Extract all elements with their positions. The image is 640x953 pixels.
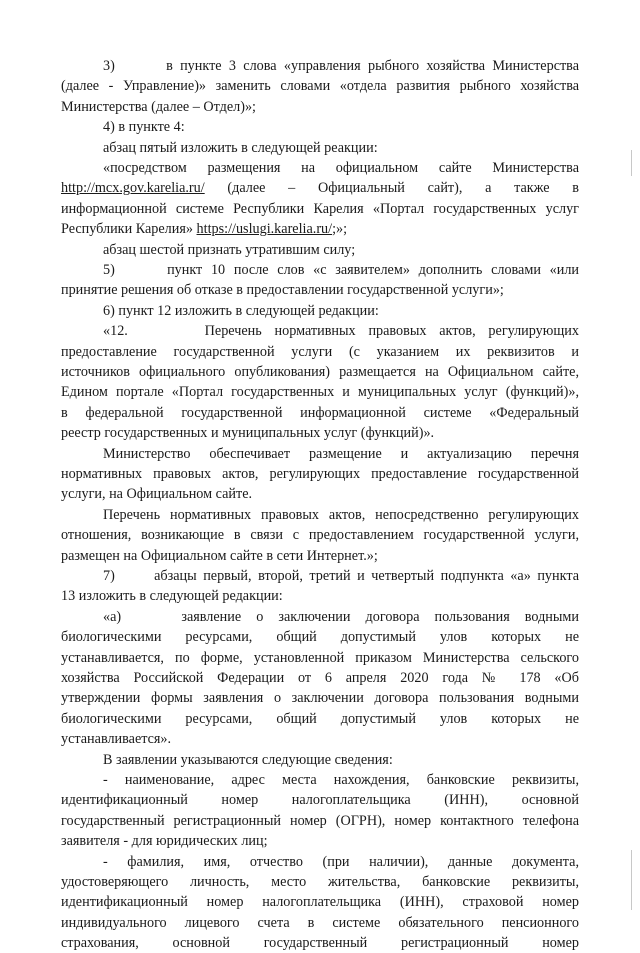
text-line: 13 изложить в следующей редакции: <box>61 588 283 605</box>
text-line: реестр государственных и муниципальных услуг (функций)». <box>61 425 435 442</box>
text-line: биологическими ресурсами, общий допустимый улов которых не <box>61 629 579 646</box>
text-line: устанавливается». <box>61 731 172 748</box>
text-line: абзац шестой признать утратившим силу; <box>103 241 356 258</box>
text-line: http://mcx.gov.karelia.ru/ (далее – Официальный сайт), а также в <box>61 180 579 197</box>
text-line: - фамилия, имя, отчество (при наличии), данные документа, <box>103 853 579 870</box>
text-line: предоставление государственной услуги (с указанием их реквизитов и <box>61 343 579 360</box>
text-line: Министерство обеспечивает размещение и актуализацию перечня <box>103 445 579 462</box>
margin-mark <box>631 850 632 910</box>
text-line: «посредством размещения на официальном сайте Министерства <box>103 160 579 176</box>
text-line: нормативных правовых актов, регулирующих предоставление государственной <box>61 466 579 482</box>
text-line: В заявлении указываются следующие сведения: <box>103 751 393 768</box>
text-line: 5) пункт 10 после слов «с заявителем» дополнить словами «или <box>103 262 579 278</box>
text-line: отношения, возникающие в связи с предоставлением государственной услуги, <box>61 527 579 544</box>
text-line: биологическими ресурсами, общий допустимый улов которых не <box>61 710 579 727</box>
text-line: Министерства (далее – Отдел)»; <box>61 98 256 115</box>
text-line: страхования, основной государственный регистрационный номер <box>61 935 579 952</box>
text-line: (далее - Управление)» заменить словами «отдела развития рыбного хозяйства <box>61 78 579 95</box>
text-line: Перечень нормативных правовых актов, непосредственно регулирующих <box>103 506 579 523</box>
text-line: в федеральной государственной информационной системе «Федеральный <box>61 404 579 421</box>
text-line: размещен на Официальном сайте в сети Интернет.»; <box>61 547 378 564</box>
text-line: государственный регистрационный номер (ОГРН), номер контактного телефона <box>61 812 579 829</box>
text-line: 6) пункт 12 изложить в следующей редакции: <box>103 302 379 319</box>
text-line: удостоверяющего личность, место жительства, банковские реквизиты, <box>61 874 579 890</box>
text-line: - наименование, адрес места нахождения, банковские реквизиты, <box>103 772 579 788</box>
text-line: индивидуального лицевого счета в системе обязательного пенсионного <box>61 914 579 931</box>
text-line: утверждении формы заявления о заключении договора пользования водными <box>61 690 579 707</box>
text-line: устанавливается, по форме, установленной приказом Министерства сельского <box>61 649 579 666</box>
text-line: 4) в пункте 4: <box>103 119 185 136</box>
text-line: Республики Карелия» https://uslugi.karelia.ru/;»; <box>61 221 348 238</box>
text-line: идентификационный номер налогоплательщика (ИНН), основной <box>61 792 579 809</box>
text-line: 7) абзацы первый, второй, третий и четвертый подпункта «а» пункта <box>103 568 579 584</box>
hyperlink[interactable]: https://uslugi.karelia.ru/ <box>196 221 333 238</box>
text-line: абзац пятый изложить в следующей реакции: <box>103 139 378 156</box>
text-line: источников официального опубликования) размещается на Официальном сайте, <box>61 364 579 380</box>
text-line: 3) в пункте 3 слова «управления рыбного хозяйства Министерства <box>103 58 579 74</box>
text-line: принятие решения об отказе в предоставлении государственной услуги»; <box>61 282 504 299</box>
text-line: заявителя - для юридических лиц; <box>61 833 268 850</box>
margin-mark <box>631 150 632 176</box>
text-line: информационной системе Республики Карелия «Портал государственных услуг <box>61 200 579 217</box>
text-line: хозяйства Российской Федерации от 6 апреля 2020 года № 178 «Об <box>61 670 579 686</box>
text-line: услуги, на Официальном сайте. <box>61 486 253 503</box>
text-line: «а) заявление о заключении договора пользования водными <box>103 608 579 625</box>
text-line: идентификационный номер налогоплательщика (ИНН), страховой номер <box>61 894 579 911</box>
text-line: «12. Перечень нормативных правовых актов, регулирующих <box>103 323 579 340</box>
hyperlink[interactable]: http://mcx.gov.karelia.ru/ <box>61 180 205 197</box>
text-line: Едином портале «Портал государственных и муниципальных услуг (функций)», <box>61 384 579 401</box>
